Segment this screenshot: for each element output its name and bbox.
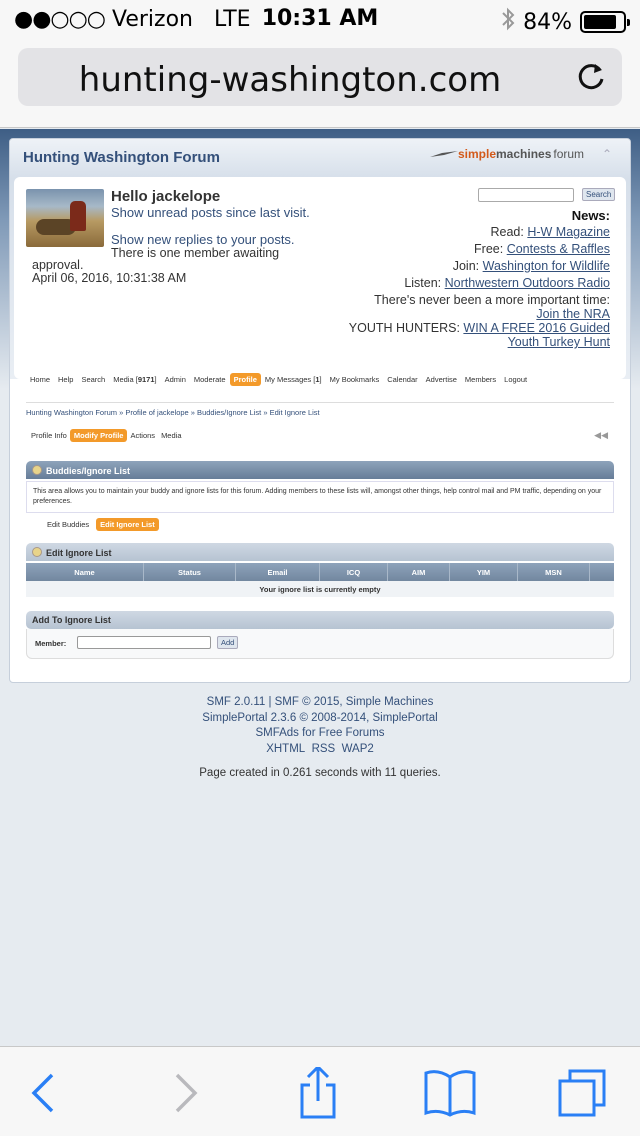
menu-logout[interactable]: Logout <box>504 374 528 384</box>
status-bar <box>0 0 640 40</box>
forum-container <box>9 138 631 683</box>
column-icq[interactable]: ICQ <box>320 563 388 581</box>
tab-modify-profile[interactable]: Modify Profile <box>70 429 128 442</box>
member-input[interactable] <box>77 636 211 649</box>
news-item-free <box>474 242 610 256</box>
main-content <box>10 391 630 681</box>
url-text[interactable]: hunting-washington.com <box>78 60 502 100</box>
news-prefix: Read: <box>490 225 528 239</box>
address-bar-container <box>0 40 640 128</box>
forum-title[interactable]: Hunting Washington Forum <box>23 149 220 166</box>
menu-bookmarks[interactable]: My Bookmarks <box>329 374 380 384</box>
menu-advertise[interactable]: Advertise <box>425 374 457 384</box>
column-email[interactable]: Email <box>236 563 320 581</box>
forward-icon[interactable] <box>155 1067 215 1119</box>
member-label: Member: <box>35 639 67 648</box>
forum-header <box>10 139 630 384</box>
carrier-name: Verizon <box>111 7 193 32</box>
web-page <box>0 129 640 1046</box>
xhtml-link[interactable]: XHTML <box>266 742 306 755</box>
signal-strength-icon: ●●○○○ <box>14 7 105 32</box>
wap2-link[interactable]: WAP2 <box>341 742 374 755</box>
menu-media-bracket: ] <box>154 374 157 384</box>
tabs-icon[interactable] <box>552 1067 612 1119</box>
back-icon[interactable] <box>14 1067 74 1119</box>
ignore-list-header-text: Edit Ignore List <box>46 548 112 558</box>
buddies-description: This area allows you to maintain your buddy and ignore lists for this forum. Adding members to these lists will, amongst other things, help control mail and PM traffic, depending on your preferences. <box>26 481 614 513</box>
rss-link[interactable]: RSS <box>311 742 336 755</box>
news-item-join <box>453 259 610 273</box>
tab-actions[interactable]: Actions <box>130 431 156 440</box>
menu-media-label: Media [ <box>113 374 138 384</box>
menu-moderate[interactable]: Moderate <box>193 374 226 384</box>
profile-tabs <box>28 429 185 442</box>
news-link-contests[interactable]: Contests & Raffles <box>506 242 610 256</box>
news-item-nra-text <box>374 293 610 307</box>
collapse-menu-icon[interactable]: ◀◀ <box>594 430 608 440</box>
address-bar[interactable] <box>18 48 622 106</box>
buddies-icon <box>32 465 42 475</box>
page-created-info: Page created in 0.261 seconds with 11 queries. <box>199 767 441 779</box>
add-ignore-header: Add To Ignore List <box>26 611 614 629</box>
smf-logo[interactable] <box>430 147 584 161</box>
news-link-magazine[interactable]: H-W Magazine <box>527 225 610 239</box>
menu-help[interactable]: Help <box>58 374 74 384</box>
ignore-list-empty: Your ignore list is currently empty <box>26 581 614 597</box>
logo-text-simple: simple <box>458 147 497 161</box>
news-link-nra[interactable]: Join the NRA <box>536 307 610 321</box>
menu-members[interactable]: Members <box>464 374 497 384</box>
main-menu <box>26 371 531 387</box>
footer-links <box>0 742 640 758</box>
menu-messages-label: My Messages [ <box>264 374 316 384</box>
battery-level <box>584 15 616 29</box>
logo-text-machines: machines <box>496 147 552 161</box>
buddies-header-text: Buddies/Ignore List <box>46 466 131 476</box>
search-input[interactable] <box>478 188 574 202</box>
tab-edit-ignore[interactable]: Edit Ignore List <box>96 518 159 531</box>
news-item-read <box>490 225 610 239</box>
news-title: News: <box>571 208 610 223</box>
smf-logo-icon <box>430 149 458 159</box>
menu-media[interactable] <box>109 375 160 384</box>
news-link-wildlife[interactable]: Washington for Wildlife <box>482 259 610 273</box>
add-ignore-form <box>26 629 614 659</box>
smfads-link[interactable]: SMFAds for Free Forums <box>255 727 385 739</box>
news-link-turkey-hunt[interactable]: Youth Turkey Hunt <box>507 335 610 349</box>
news-item-nra <box>536 307 610 321</box>
ignore-list-header <box>26 543 614 561</box>
divider <box>26 402 614 403</box>
add-button[interactable]: Add <box>217 636 238 649</box>
news-prefix: Listen: <box>404 276 445 290</box>
user-section <box>14 177 626 379</box>
collapse-header-icon[interactable]: ⌃ <box>601 147 612 161</box>
menu-home[interactable]: Home <box>30 374 51 384</box>
ignore-table-header <box>26 563 614 581</box>
tab-profile-info[interactable]: Profile Info <box>31 431 67 440</box>
breadcrumb[interactable]: Hunting Washington Forum » Profile of jackelope » Buddies/Ignore List » Edit Ignore List <box>26 408 320 417</box>
menu-profile[interactable]: Profile <box>230 373 261 386</box>
tab-media[interactable]: Media <box>161 431 182 440</box>
network-type: LTE <box>213 7 251 32</box>
news-item-youth <box>349 321 610 335</box>
reload-icon[interactable] <box>574 60 608 94</box>
column-spacer <box>590 563 614 581</box>
menu-search[interactable]: Search <box>81 374 106 384</box>
tab-edit-buddies[interactable]: Edit Buddies <box>47 520 90 529</box>
menu-media-count: 9171 <box>137 374 155 384</box>
menu-messages-bracket: ] <box>319 374 322 384</box>
menu-messages[interactable] <box>261 375 326 384</box>
menu-admin[interactable]: Admin <box>164 374 186 384</box>
battery-percent: 84% <box>523 9 572 35</box>
approval-notice-line2[interactable]: approval. <box>32 258 84 272</box>
news-link-youth-hunt[interactable]: WIN A FREE 2016 Guided <box>463 321 610 335</box>
page-footer <box>0 695 640 782</box>
column-yim[interactable]: YIM <box>450 563 518 581</box>
browser-toolbar <box>0 1046 640 1136</box>
unread-posts-link[interactable]: Show unread posts since last visit. <box>111 205 310 220</box>
news-prefix: YOUTH HUNTERS: <box>348 321 464 335</box>
news-item-listen <box>404 276 610 290</box>
bookmarks-icon[interactable] <box>420 1067 480 1119</box>
column-msn[interactable]: MSN <box>518 563 590 581</box>
current-date: April 06, 2016, 10:31:38 AM <box>32 271 187 285</box>
column-name[interactable]: Name <box>26 563 144 581</box>
buddies-header <box>26 461 614 479</box>
avatar-hunter-shape <box>70 201 86 231</box>
logo-text-forum: forum <box>553 147 585 161</box>
clock: 10:31 AM <box>261 6 379 31</box>
simpleportal-copyright[interactable]: SimplePortal 2.3.6 © 2008-2014, SimplePortal <box>202 711 438 724</box>
menu-messages-count: 1 <box>315 374 320 384</box>
news-prefix: There's never been a more important time: <box>374 293 610 307</box>
column-status[interactable]: Status <box>144 563 236 581</box>
news-prefix: Join: <box>452 259 483 273</box>
share-icon[interactable] <box>288 1067 348 1119</box>
smf-copyright[interactable]: SMF 2.0.11 | SMF © 2015, Simple Machines <box>206 696 434 708</box>
menu-calendar[interactable]: Calendar <box>387 374 418 384</box>
user-greeting: Hello jackelope <box>111 188 221 205</box>
bluetooth-icon <box>501 7 515 37</box>
news-item-youth-cont <box>508 335 610 349</box>
buddy-tabs <box>44 518 159 531</box>
battery-icon <box>580 11 626 33</box>
news-prefix: Free: <box>474 242 507 256</box>
news-link-radio[interactable]: Northwestern Outdoors Radio <box>444 276 610 290</box>
approval-notice-line1[interactable]: There is one member awaiting <box>111 246 280 260</box>
search-button[interactable]: Search <box>582 188 615 201</box>
new-replies-link[interactable]: Show new replies to your posts. <box>111 232 295 247</box>
column-aim[interactable]: AIM <box>388 563 450 581</box>
status-right <box>501 7 626 37</box>
ignore-list-icon <box>32 547 42 557</box>
avatar[interactable] <box>26 189 104 247</box>
